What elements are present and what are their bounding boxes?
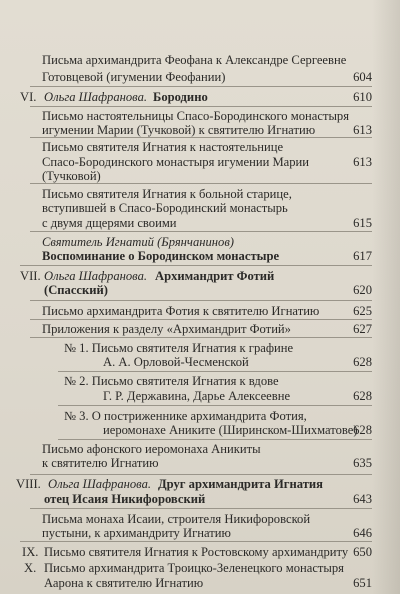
entry-line: № 2. Письмо святителя Игнатия к вдове	[64, 374, 279, 389]
page-number: 651	[353, 575, 372, 590]
separator	[30, 183, 372, 184]
page-number: 620	[353, 283, 372, 298]
separator	[30, 319, 372, 320]
entry-line: Письма монаха Исаии, строителя Никифоровской	[42, 511, 311, 526]
section-author: Ольга Шафранова.	[44, 269, 148, 284]
separator	[30, 231, 372, 232]
page-number: 613	[353, 154, 372, 169]
entry-line: с двумя дщерями своими	[42, 215, 177, 230]
entry-line: № 1. Письмо святителя Игнатия к графине	[64, 340, 294, 355]
page-number: 643	[353, 491, 372, 506]
separator	[30, 86, 372, 87]
entry-line: Г. Р. Державина, Дарье Алексеевне	[103, 388, 291, 403]
separator	[58, 439, 372, 440]
entry-line: (Тучковой)	[42, 168, 101, 183]
entry-line: Письмо афонского иеромонаха Аникиты	[42, 441, 261, 456]
entry-line: Письмо архимандрита Фотия к святителю Игнатию	[42, 303, 320, 318]
section-number: VIII.	[16, 477, 41, 492]
separator	[58, 371, 372, 372]
entry-line: Аарона к святителю Игнатию	[44, 575, 204, 590]
entry-line: вступившей в Спасо-Бородинский монастырь	[42, 201, 288, 216]
entry-line: Письма архимандрита Феофана к Александре Сергеевне	[42, 53, 347, 68]
section-author: Ольга Шафранова.	[48, 477, 152, 492]
section-number: X.	[24, 561, 37, 576]
entry-title: Воспоминание о Бородинском монастыре	[42, 249, 280, 264]
separator	[30, 106, 372, 107]
page-number: 615	[353, 215, 372, 230]
page-number: 625	[353, 303, 372, 318]
section-number: VI.	[20, 89, 37, 104]
entry-line: иеромонахе Аниките (Ширинском-Шихматове)	[103, 422, 358, 437]
page-number: 646	[353, 526, 372, 541]
section-title-cont: (Спасский)	[44, 283, 108, 298]
page-number: 650	[353, 545, 372, 560]
entry-line: Письмо настоятельницы Спасо-Бородинского монастыря	[42, 108, 349, 123]
separator	[20, 541, 372, 542]
page-number: 628	[353, 355, 372, 370]
page-number: 627	[353, 321, 372, 336]
section-title: Друг архимандрита Игнатия	[158, 477, 323, 492]
section-title-cont: отец Исаия Никифоровский	[44, 491, 206, 506]
entry-line: игумении Марии (Тучковой) к святителю Игнатию	[42, 123, 316, 137]
page-shadow	[372, 0, 400, 594]
page-number: 604	[353, 69, 372, 84]
separator	[30, 474, 372, 475]
page-number: 628	[353, 388, 372, 403]
entry-line: пустыни, к архимандриту Игнатию	[42, 526, 231, 541]
entry-line: Готовцевой (игумении Феофании)	[42, 69, 226, 84]
entry-line: Приложения к разделу «Архимандрит Фотий»	[42, 321, 291, 336]
separator	[30, 508, 372, 509]
separator	[58, 405, 372, 406]
section-title: Бородино	[153, 89, 208, 104]
entry-line: Письмо архимандрита Троицко-Зеленецкого монастыря	[44, 561, 344, 576]
entry-line: Письмо святителя Игнатия к настоятельнице	[42, 140, 284, 155]
separator	[30, 300, 372, 301]
page-number: 628	[353, 422, 372, 437]
page-number: 613	[353, 123, 372, 137]
separator	[30, 337, 372, 338]
section-number: IX.	[22, 545, 39, 560]
entry-line: Спасо-Бородинского монастыря игумении Марии	[42, 154, 310, 169]
page-number: 635	[353, 456, 372, 471]
entry-line: Письмо святителя Игнатия к Ростовскому архимандриту	[44, 545, 349, 560]
section-author: Ольга Шафранова.	[44, 89, 148, 104]
entry-line: № 3. О постриженнике архимандрита Фотия,	[64, 408, 307, 423]
section-title: Архимандрит Фотий	[155, 269, 275, 284]
entry-author: Святитель Игнатий (Брянчанинов)	[42, 234, 234, 249]
separator	[20, 265, 372, 266]
entry-line: А. А. Орловой-Чесменской	[103, 355, 249, 370]
separator	[30, 137, 372, 138]
page-number: 617	[353, 249, 372, 264]
page-number: 610	[353, 89, 372, 104]
entry-line: к святителю Игнатию	[42, 456, 159, 471]
section-number: VII.	[20, 269, 41, 284]
entry-line: Письмо святителя Игнатия к больной старице,	[42, 187, 292, 201]
